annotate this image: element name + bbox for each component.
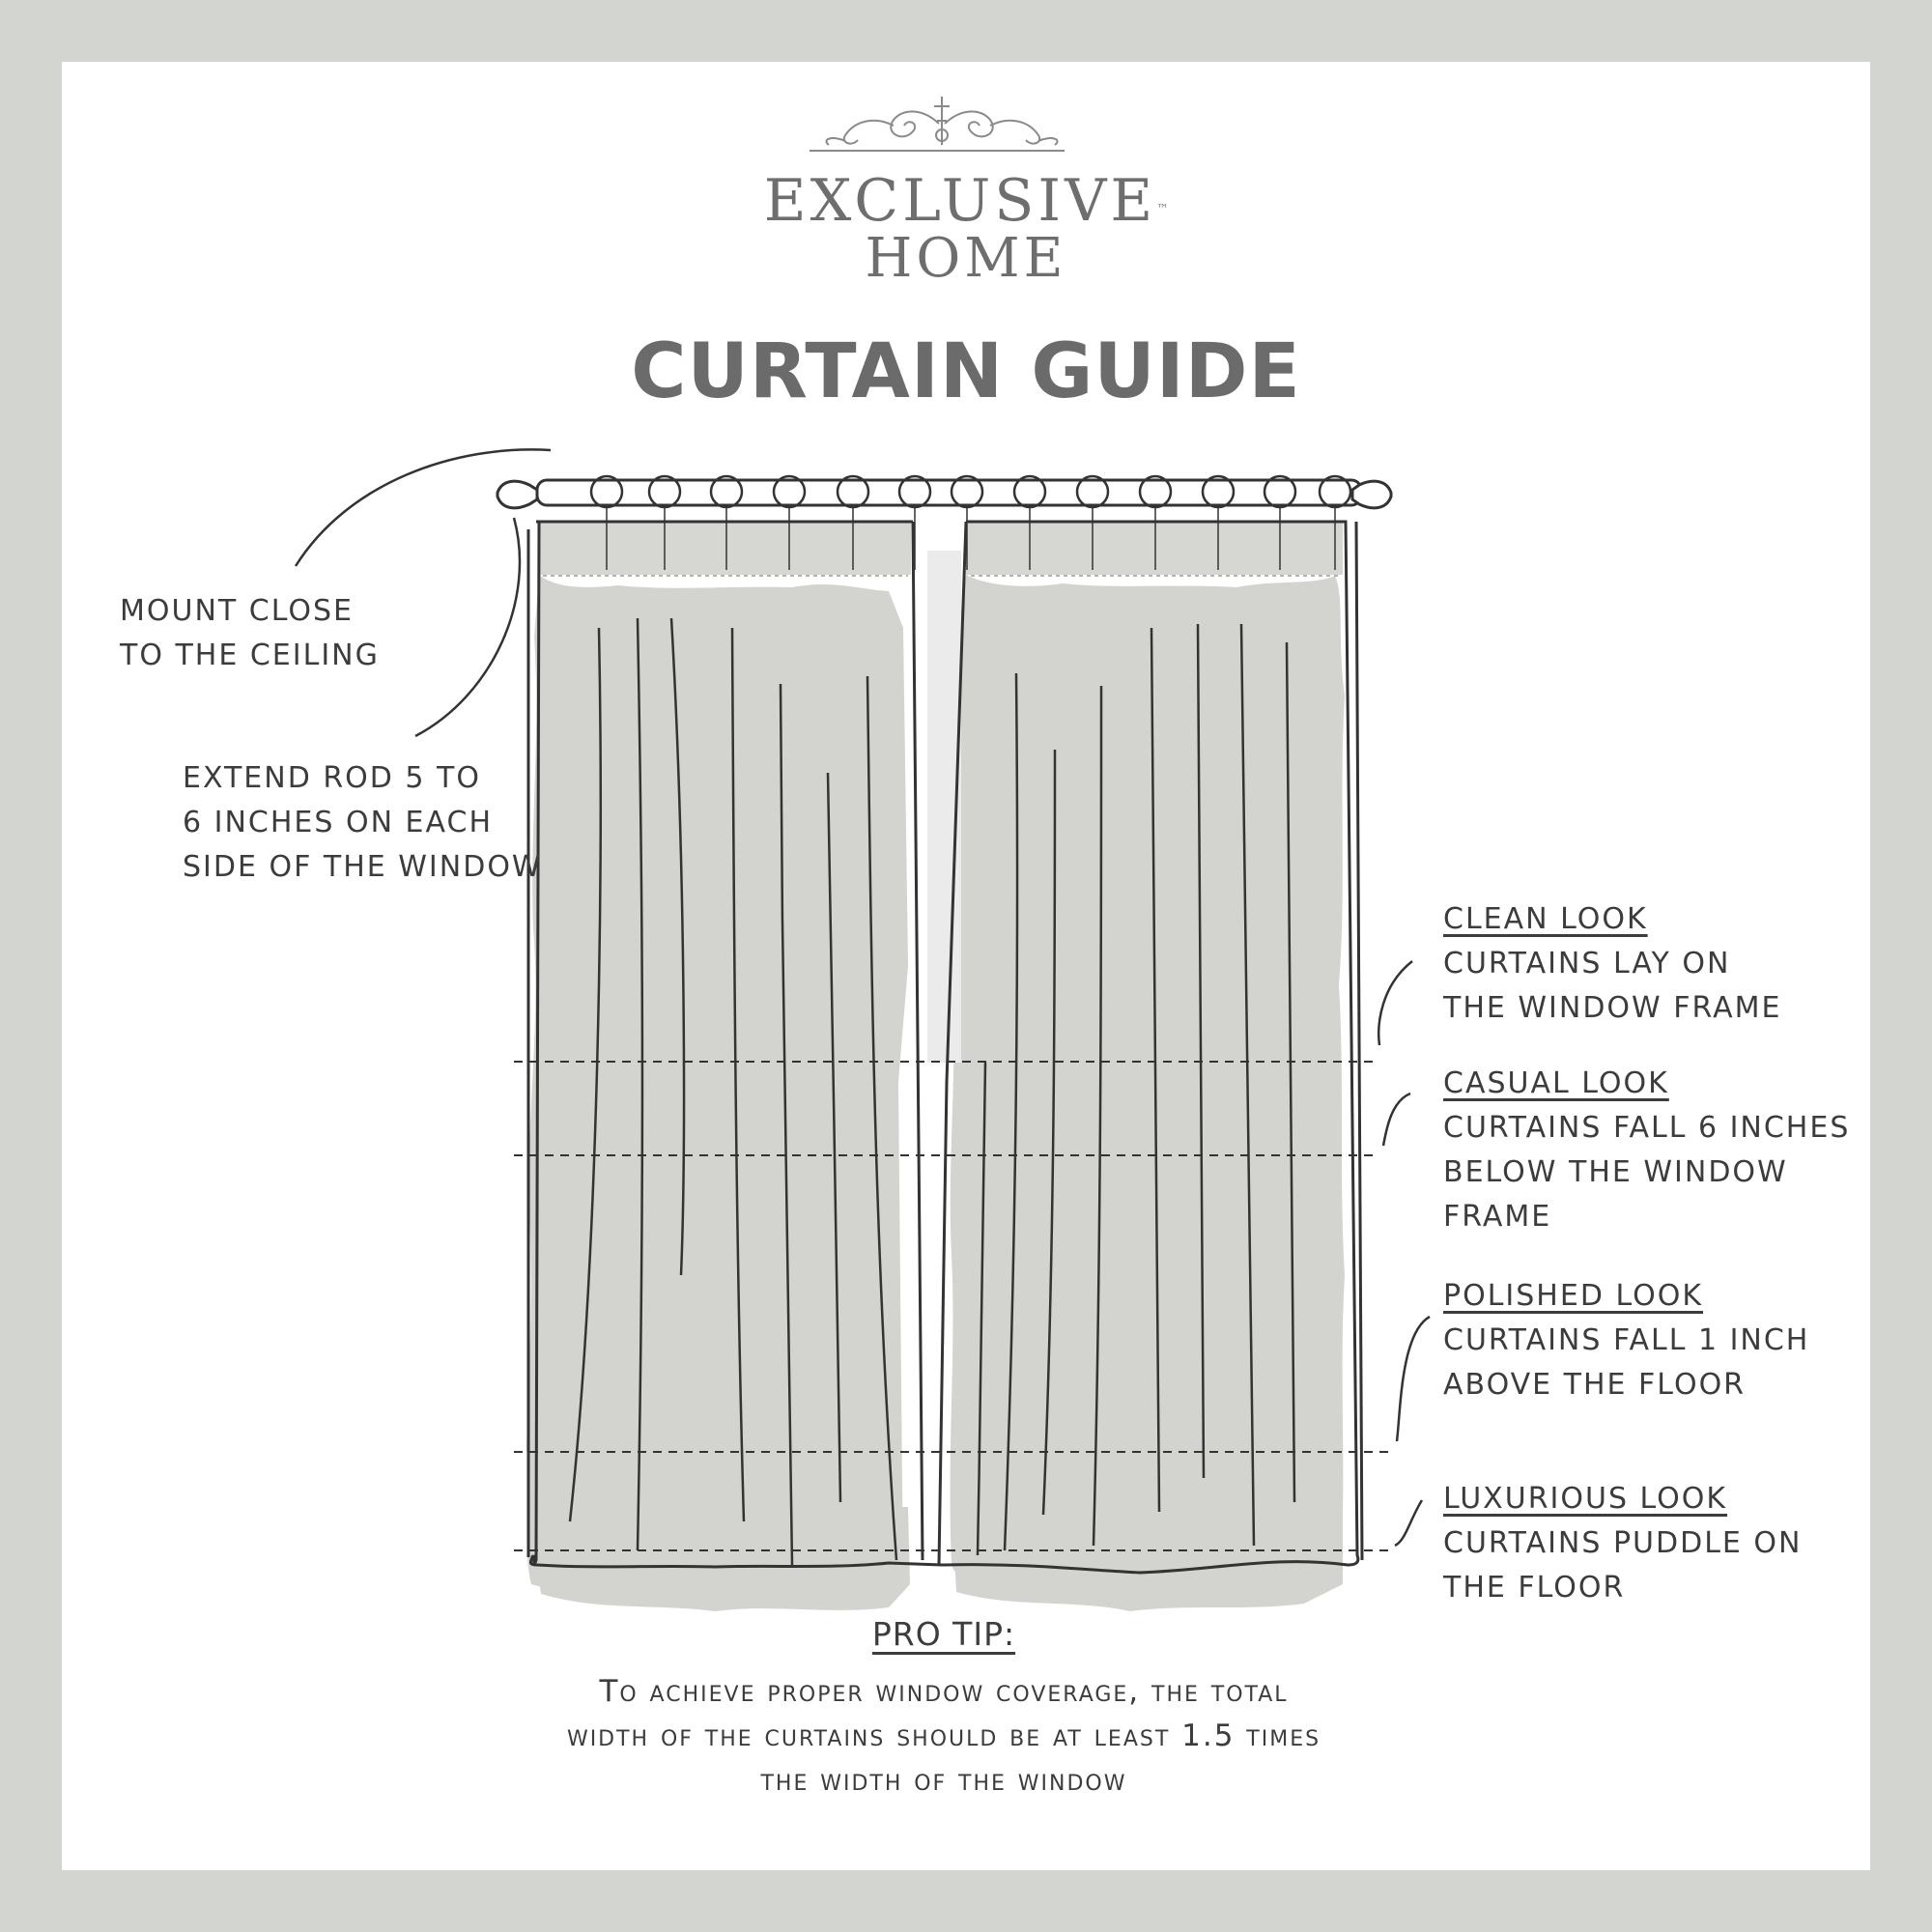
extend-callout-curve bbox=[415, 518, 520, 736]
casual-look-label bbox=[1443, 1062, 1850, 1239]
pro-tip-line: To achieve proper window coverage, the total bbox=[599, 1674, 1289, 1709]
casual-look-text: FRAME bbox=[1443, 1200, 1552, 1234]
clean-look-callout-curve bbox=[1378, 961, 1412, 1045]
curtain-rod bbox=[497, 480, 1391, 508]
clean-look-heading: CLEAN LOOK bbox=[1443, 902, 1648, 936]
polished-look-heading: POLISHED LOOK bbox=[1443, 1279, 1704, 1313]
luxurious-look-label bbox=[1443, 1477, 1802, 1610]
pro-tip-line: width of the curtains should be at least 1.5 times bbox=[566, 1719, 1321, 1753]
casual-look-text: BELOW THE WINDOW bbox=[1443, 1155, 1788, 1189]
polished-look-callout-curve bbox=[1397, 1317, 1430, 1441]
clean-look-text: THE WINDOW FRAME bbox=[1443, 991, 1782, 1025]
page-title: CURTAIN GUIDE bbox=[631, 328, 1301, 415]
logo-ornament bbox=[810, 97, 1065, 151]
polished-look-label bbox=[1443, 1274, 1809, 1407]
luxurious-look-text: THE FLOOR bbox=[1443, 1571, 1626, 1605]
extend-callout bbox=[183, 756, 543, 890]
luxurious-look-heading: LUXURIOUS LOOK bbox=[1443, 1482, 1728, 1516]
casual-look-heading: CASUAL LOOK bbox=[1443, 1066, 1669, 1100]
polished-look-text: CURTAINS FALL 1 INCH bbox=[1443, 1323, 1810, 1357]
luxurious-look-text: CURTAINS PUDDLE ON bbox=[1443, 1526, 1803, 1560]
brand-line1: EXCLUSIVE bbox=[763, 167, 1157, 235]
extend-callout-line: 6 INCHES ON EACH bbox=[183, 806, 493, 839]
clean-look-text: CURTAINS LAY ON bbox=[1443, 947, 1731, 980]
mount-callout-line: MOUNT CLOSE bbox=[120, 594, 354, 628]
mount-callout bbox=[120, 589, 380, 678]
casual-look-callout-curve bbox=[1383, 1094, 1410, 1146]
pro-tip-line: the width of the window bbox=[760, 1763, 1127, 1798]
extend-callout-line: EXTEND ROD 5 TO bbox=[183, 761, 481, 795]
trademark-mark: ™ bbox=[1156, 202, 1169, 215]
brand-name bbox=[0, 167, 1932, 235]
extend-callout-line: SIDE OF THE WINDOW bbox=[183, 850, 543, 884]
curtain-header-right bbox=[966, 522, 1343, 575]
brand-line2: HOME bbox=[865, 227, 1067, 290]
curtain-header-left bbox=[539, 522, 911, 575]
luxurious-look-callout-curve bbox=[1395, 1500, 1422, 1546]
pro-tip-body bbox=[0, 1669, 1888, 1803]
clean-look-label bbox=[1443, 897, 1782, 1031]
mount-callout-line: TO THE CEILING bbox=[120, 639, 380, 672]
casual-look-text: CURTAINS FALL 6 INCHES bbox=[1443, 1111, 1851, 1145]
polished-look-text: ABOVE THE FLOOR bbox=[1443, 1368, 1747, 1402]
pro-tip-heading: PRO TIP: bbox=[871, 1615, 1016, 1653]
